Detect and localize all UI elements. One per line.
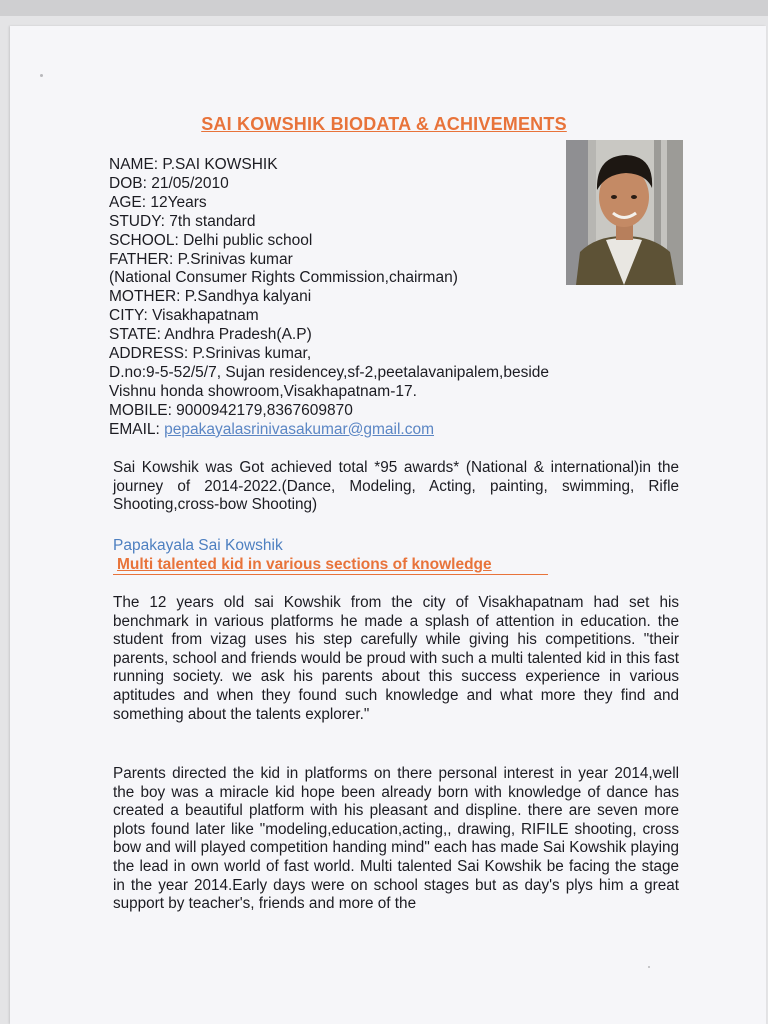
bio-address: ADDRESS: P.Srinivas kumar, xyxy=(109,345,312,363)
body-paragraph-2: Parents directed the kid in platforms on there personal interest in year 2014,well the boy was a miracle kid hope been already born with knowledge of dance has created a beautiful platform with his pleasant and displine. there are seven more plots found later like "modeling,education,acting,, drawing, RIFILE shooting, cross bow and will played competition handing mind" each has made Sai Kowshik playing the lead in own world of fast world. Multi talented Sai Kowshik be facing the stage in the year 2014.Early days were on school stages but as day's plys him a great support by teacher's, friends and more of the xyxy=(113,765,679,913)
bio-age: AGE: 12Years xyxy=(109,193,207,211)
email-link[interactable]: pepakayalasrinivasakumar@gmail.com xyxy=(164,420,435,438)
bio-father-designation: (National Consumer Rights Commission,chairman) xyxy=(109,269,458,287)
paper-speck xyxy=(40,74,43,77)
bio-study: STUDY: 7th standard xyxy=(109,212,256,230)
subtitle-underline xyxy=(113,574,548,575)
document-title: SAI KOWSHIK BIODATA & ACHIVEMENTS xyxy=(201,114,567,134)
bio-school: SCHOOL: Delhi public school xyxy=(109,231,313,249)
portrait-illustration xyxy=(566,140,683,285)
bio-address-line-2: D.no:9-5-52/5/7, Sujan residencey,sf-2,peetalavanipalem,beside xyxy=(109,363,550,381)
section-subtitle: Multi talented kid in various sections of knowledge xyxy=(117,556,492,573)
email-label: EMAIL: xyxy=(109,420,160,438)
scan-border xyxy=(0,0,768,16)
section-subheading: Papakayala Sai Kowshik xyxy=(113,537,283,554)
profile-photo xyxy=(566,140,683,285)
bio-mother: MOTHER: P.Sandhya kalyani xyxy=(109,288,312,306)
bio-city: CITY: Visakhapatnam xyxy=(109,307,259,325)
bio-father: FATHER: P.Srinivas kumar xyxy=(109,250,293,268)
bio-name: NAME: P.SAI KOWSHIK xyxy=(109,156,278,173)
bio-address-line-3: Vishnu honda showroom,Visakhapatnam-17. xyxy=(109,382,417,400)
bio-dob: DOB: 21/05/2010 xyxy=(109,174,229,192)
paper-speck xyxy=(648,966,650,968)
body-paragraph-1: The 12 years old sai Kowshik from the city of Visakhapatnam had set his benchmark in various platforms he made a splash of attention in education. the student from vizag uses his step carefully while giving his competitions. "their parents, school and friends would be proud with such a multi talented kid in this fast running society. we ask his parents about this success experience in various aptitudes and when they found such knowledge and what more they find and something about the talents explorer." xyxy=(113,594,679,723)
awards-paragraph: Sai Kowshik was Got achieved total *95 awards* (National & international)in the journey of 2014-2022.(Dance, Modeling, Acting, painting, swimming, Rifle Shooting,cross-bow Shooting) xyxy=(113,459,679,514)
biodata-block xyxy=(109,156,549,440)
bio-state: STATE: Andhra Pradesh(A.P) xyxy=(109,326,312,344)
bio-mobile: MOBILE: 9000942179,8367609870 xyxy=(109,401,353,419)
bio-email xyxy=(109,421,549,440)
